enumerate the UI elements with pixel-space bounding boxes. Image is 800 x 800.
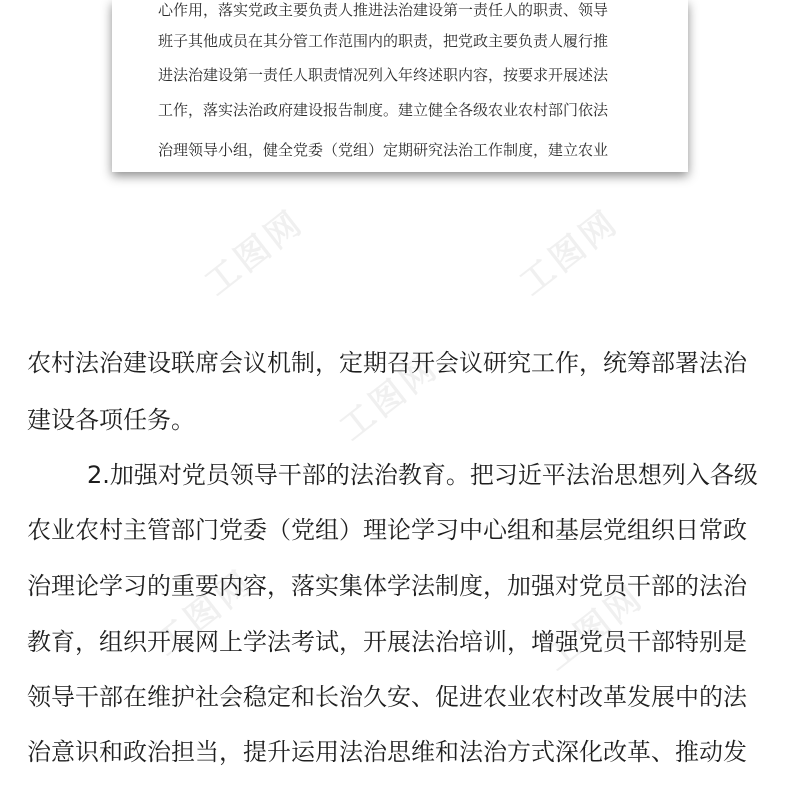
watermark: 工图网 <box>197 201 312 304</box>
document-excerpt-card <box>112 0 688 172</box>
card-line: 治理领导小组，健全党委（党组）定期研究法治工作制度，建立农业 <box>158 141 609 159</box>
body-line: 治理论学习的重要内容，落实集体学法制度，加强对党员干部的法治 <box>27 572 747 600</box>
card-line: 班子其他成员在其分管工作范围内的职责，把党政主要负责人履行推 <box>158 32 609 50</box>
body-line: 建设各项任务。 <box>27 406 195 434</box>
body-line: 农业农村主管部门党委（党组）理论学习中心组和基层党组织日常政 <box>27 516 747 544</box>
body-line: 治意识和政治担当，提升运用法治思维和法治方式深化改革、推动发 <box>27 738 747 766</box>
card-line: 进法治建设第一责任人职责情况列入年终述职内容，按要求开展述法 <box>158 66 609 84</box>
body-line: 农村法治建设联席会议机制，定期召开会议研究工作，统筹部署法治 <box>27 349 747 377</box>
body-line: 教育，组织开展网上学法考试，开展法治培训，增强党员干部特别是 <box>27 628 747 656</box>
watermark: 工图网 <box>512 201 627 304</box>
card-line: 工作，落实法治政府建设报告制度。建立健全各级农业农村部门依法 <box>158 101 609 119</box>
body-line: 领导干部在维护社会稳定和长治久安、促进农业农村改革发展中的法 <box>27 683 747 711</box>
watermark: 工图网 <box>537 576 652 679</box>
watermark: 工图网 <box>147 561 262 664</box>
watermark: 工图网 <box>332 346 447 449</box>
section-heading-paragraph: 2.加强对党员领导干部的法治教育。把习近平法治思想列入各级 <box>87 461 758 489</box>
card-line: 心作用，落实党政主要负责人推进法治建设第一责任人的职责、领导 <box>158 1 609 19</box>
